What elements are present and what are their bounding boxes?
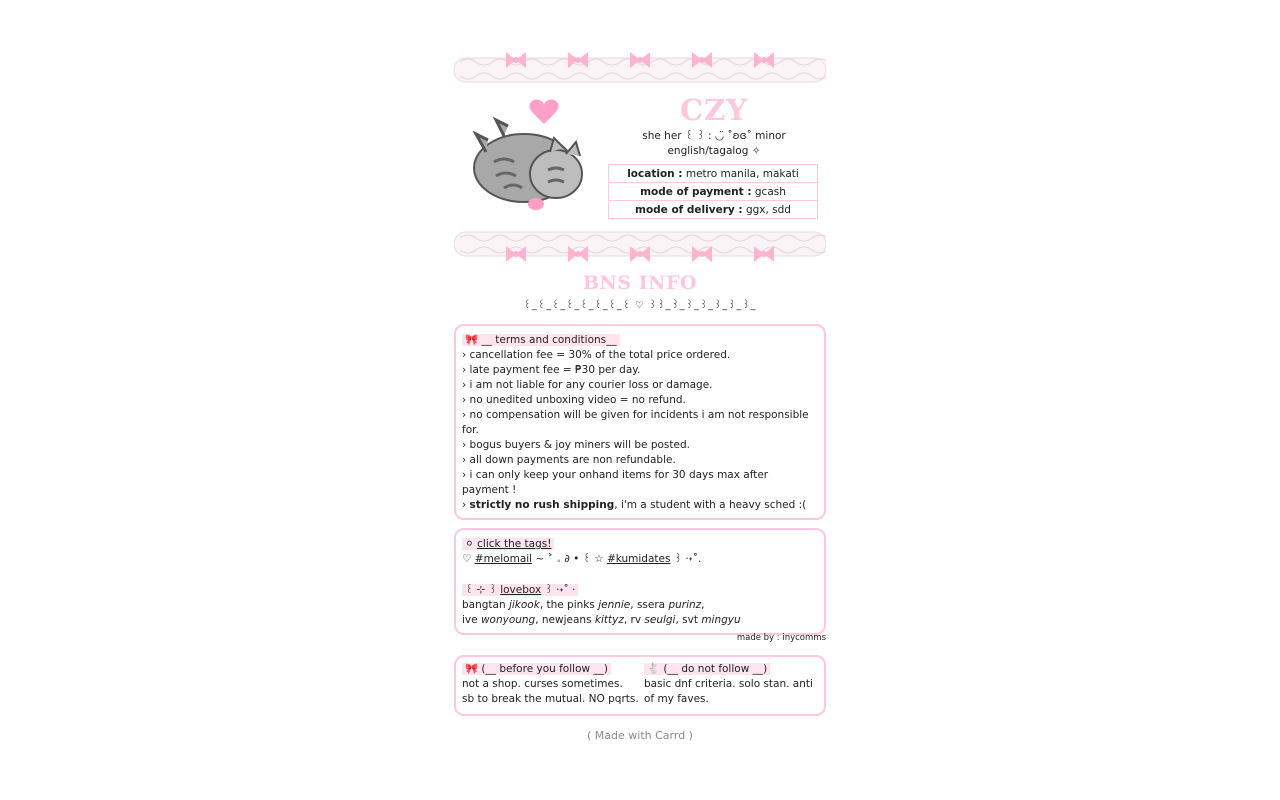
- lovebox-suffix: ꒱ ·˖˚ ·: [541, 584, 576, 596]
- dnf-text: basic dnf criteria. solo stan. anti: [644, 678, 813, 690]
- tags-decor: ~ ˃ 。∂ • ꒰ ☆: [532, 553, 607, 565]
- info-cell: [609, 201, 818, 219]
- follow-box: [454, 655, 826, 716]
- bias-name: mingyu: [701, 614, 741, 626]
- bias-text: , newjeans: [535, 614, 595, 626]
- ribbon-icon: 🎀: [465, 663, 479, 675]
- info-row: [609, 201, 818, 219]
- before-follow-text: not a shop. curses sometimes.: [462, 678, 623, 690]
- info-cell: [609, 165, 818, 183]
- lace-border-bottom: [454, 228, 826, 268]
- terms-item: › no unedited unboxing video = no refund.: [462, 394, 686, 406]
- bias-name: jennie: [598, 599, 631, 611]
- terms-item: › i can only keep your onhand items for 30 days max after payment !: [462, 469, 769, 496]
- info-label: location :: [627, 167, 683, 180]
- terms-item: › late payment fee = ₱30 per day.: [462, 364, 641, 376]
- terms-rest: , i'm a student with a heavy sched :(: [614, 499, 807, 511]
- heart-symbol: ♡: [462, 553, 475, 565]
- info-row: [609, 183, 818, 201]
- tags-heading-text: click the tags!: [477, 538, 552, 550]
- bias-name: jikook: [508, 599, 540, 611]
- dnf-heading: [644, 662, 770, 677]
- pronouns-line: she her ꒰ ꒱ : ◡̈ ˚ʚɞ˚ minor: [642, 130, 786, 142]
- info-cell: [609, 183, 818, 201]
- terms-item: › i am not liable for any courier loss or damage.: [462, 379, 713, 391]
- dnf-text: of my faves.: [644, 693, 709, 705]
- terms-item-last: [462, 498, 806, 513]
- credit-text: made by : inycomms: [736, 633, 826, 643]
- tag-link-melomail[interactable]: #melomail: [474, 553, 533, 565]
- lovebox-line: [462, 583, 578, 598]
- bias-name: wonyoung: [480, 614, 536, 626]
- ribbon-icon: 🎀: [465, 334, 479, 346]
- biases-line: [462, 613, 741, 628]
- made-with-carrd-link[interactable]: ( Made with Carrd ): [587, 729, 693, 742]
- dnf-title: (__ do not follow __): [663, 663, 768, 675]
- info-value: gcash: [754, 185, 786, 198]
- terms-bullet: ›: [462, 499, 470, 511]
- bias-text: bangtan: [462, 599, 509, 611]
- lace-border-top: [454, 48, 826, 88]
- tags-heading-highlight: [462, 538, 554, 550]
- tag-link-kumidates[interactable]: #kumidates: [606, 553, 671, 565]
- dnf-highlight: [644, 663, 770, 675]
- terms-bold: strictly no rush shipping: [469, 499, 615, 511]
- biases-line: [462, 598, 705, 613]
- bias-text: , svt: [675, 614, 702, 626]
- terms-box: [454, 324, 826, 520]
- heart-icon: [529, 100, 558, 125]
- terms-heading: [462, 333, 620, 348]
- info-label: mode of delivery :: [635, 203, 743, 216]
- bias-name: purinz: [668, 599, 702, 611]
- bias-name: kittyz: [594, 614, 624, 626]
- terms-item: › all down payments are non refundable.: [462, 454, 676, 466]
- lovebox-link[interactable]: lovebox: [500, 584, 542, 596]
- lovebox-highlight: [462, 584, 578, 596]
- tags-decor-end: ꒱ ·˖˚.: [670, 553, 702, 565]
- bias-text: , ssera: [630, 599, 669, 611]
- terms-item: › cancellation fee = 30% of the total price ordered.: [462, 349, 731, 361]
- circle-icon: ⚪: [465, 538, 474, 550]
- before-follow-highlight: [462, 663, 611, 675]
- terms-heading-highlight: [462, 334, 620, 346]
- bio: [608, 129, 820, 159]
- info-value: ggx, sdd: [745, 203, 791, 216]
- before-follow-text: sb to break the mutual. NO pqrts.: [462, 693, 639, 705]
- section-title: BNS INFO: [582, 272, 698, 294]
- bunny-icon: 🐇: [647, 663, 661, 675]
- terms-item: › no compensation will be given for incidents i am not responsible for.: [462, 409, 809, 436]
- terms-heading-text: __ terms and conditions__: [481, 334, 617, 346]
- tags-line: [462, 552, 701, 567]
- profile-name: CZY: [680, 93, 748, 127]
- info-row: [609, 165, 818, 183]
- tags-heading: [462, 537, 554, 552]
- lovebox-prefix: ꒰ ⊹ ꒱: [465, 584, 501, 596]
- before-follow-title: (__ before you follow __): [481, 663, 609, 675]
- tags-box: [454, 528, 826, 635]
- bias-text: , rv: [623, 614, 645, 626]
- bias-text: ,: [701, 599, 705, 611]
- info-table: [608, 164, 818, 219]
- section-divider: ꒰_꒰_꒰_꒰_꒰_꒰_꒰_꒰ ♡ ꒱꒱_꒱_꒱_꒱_꒱_꒱_꒱_: [523, 300, 757, 311]
- bias-text: , the pinks: [539, 599, 599, 611]
- before-follow-heading: [462, 662, 611, 677]
- language-line: english/tagalog ✧: [667, 145, 761, 157]
- bias-name: seulgi: [644, 614, 676, 626]
- bias-text: ive: [462, 614, 481, 626]
- info-value: metro manila, makati: [685, 167, 799, 180]
- info-label: mode of payment :: [640, 185, 752, 198]
- terms-item: › bogus buyers & joy miners will be posted.: [462, 439, 690, 451]
- cat-illustration: [464, 92, 599, 220]
